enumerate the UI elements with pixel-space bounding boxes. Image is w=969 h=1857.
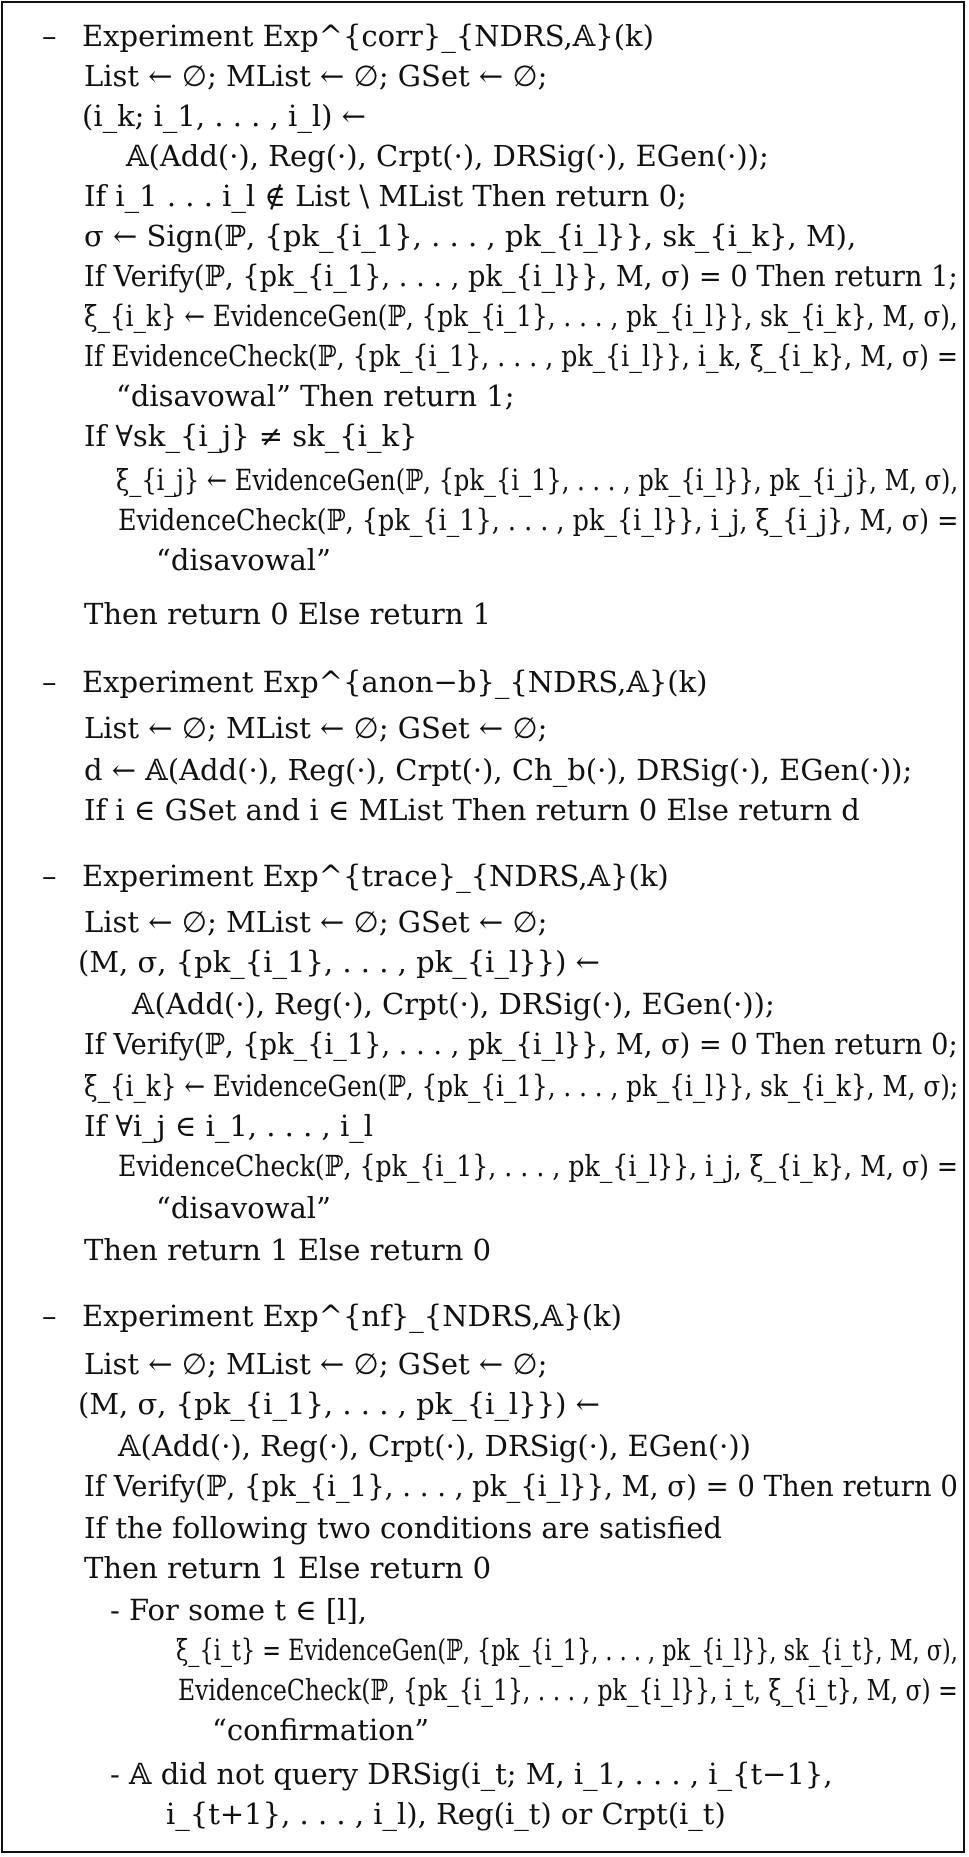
algorithm-line: If Verify(ℙ, {pk_{i_1}, . . . , pk_{i_l}}, M, σ) = 0 Then return 1; [84, 259, 958, 293]
algorithm-line: d ← 𝔸(Add(·), Reg(·), Crpt(·), Ch_b(·), DRSig(·), EGen(·)); [84, 753, 913, 787]
algorithm-line: If Verify(ℙ, {pk_{i_1}, . . . , pk_{i_l}}, M, σ) = 0 Then return 0 [84, 1469, 958, 1503]
algorithm-line: ξ_{i_k} ← EvidenceGen(ℙ, {pk_{i_1}, . . . , pk_{i_l}}, sk_{i_k}, M, σ), [84, 299, 958, 333]
algorithm-line: “disavowal” [156, 543, 331, 577]
algorithm-line: 𝔸(Add(·), Reg(·), Crpt(·), DRSig(·), EGen(·)) [118, 1429, 751, 1463]
algorithm-line: Then return 1 Else return 0 [84, 1551, 492, 1585]
algorithm-line: ξ_{i_t} = EvidenceGen(ℙ, {pk_{i_1}, . . . , pk_{i_l}}, sk_{i_t}, M, σ), [176, 1633, 958, 1667]
algorithm-line: 𝔸(Add(·), Reg(·), Crpt(·), DRSig(·), EGen(·)); [126, 139, 769, 173]
algorithm-line: If EvidenceCheck(ℙ, {pk_{i_1}, . . . , pk_{i_l}}, i_k, ξ_{i_k}, M, σ) = [84, 339, 959, 373]
algorithm-line: - For some t ∈ [l], [110, 1593, 367, 1627]
algorithm-line: EvidenceCheck(ℙ, {pk_{i_1}, . . . , pk_{i_l}}, i_j, ξ_{i_j}, M, σ) = [118, 503, 959, 537]
algorithm-line: i_{t+1}, . . . , i_l), Reg(i_t) or Crpt(i_t) [166, 1797, 726, 1831]
algorithm-line: 𝔸(Add(·), Reg(·), Crpt(·), DRSig(·), EGen(·)); [132, 987, 775, 1021]
algorithm-line: - 𝔸 did not query DRSig(i_t; M, i_1, . . . , i_{t−1}, [110, 1757, 833, 1791]
algorithm-line: EvidenceCheck(ℙ, {pk_{i_1}, . . . , pk_{i_l}}, i_j, ξ_{i_k}, M, σ) = [118, 1149, 959, 1183]
algorithm-line: If i ∈ GSet and i ∈ MList Then return 0 Else return d [84, 793, 860, 827]
bullet: – [42, 859, 57, 893]
algorithm-line: ξ_{i_j} ← EvidenceGen(ℙ, {pk_{i_1}, . . . , pk_{i_l}}, pk_{i_j}, M, σ), [116, 463, 959, 497]
algorithm-line: List ← ∅; MList ← ∅; GSet ← ∅; [84, 905, 548, 939]
bullet: – [42, 665, 57, 699]
algorithm-line: EvidenceCheck(ℙ, {pk_{i_1}, . . . , pk_{i_l}}, i_t, ξ_{i_t}, M, σ) = [178, 1673, 958, 1707]
bullet: – [42, 1299, 57, 1333]
experiment-title: Experiment Exp^{trace}_{NDRS,𝔸}(k) [82, 859, 669, 893]
algorithm-line: If Verify(ℙ, {pk_{i_1}, . . . , pk_{i_l}}, M, σ) = 0 Then return 0; [84, 1027, 958, 1061]
algorithm-line: If ∀sk_{i_j} ≠ sk_{i_k} [84, 419, 418, 453]
algorithm-line: σ ← Sign(ℙ, {pk_{i_1}, . . . , pk_{i_l}}, sk_{i_k}, M), [84, 219, 857, 253]
algorithm-line: ξ_{i_k} ← EvidenceGen(ℙ, {pk_{i_1}, . . . , pk_{i_l}}, sk_{i_k}, M, σ); [84, 1069, 959, 1103]
experiment-title: Experiment Exp^{nf}_{NDRS,𝔸}(k) [82, 1299, 622, 1333]
algorithm-line: List ← ∅; MList ← ∅; GSet ← ∅; [84, 59, 548, 93]
algorithm-line: List ← ∅; MList ← ∅; GSet ← ∅; [84, 711, 548, 745]
algorithm-line: Then return 1 Else return 0 [84, 1233, 492, 1267]
algorithm-line: “disavowal” Then return 1; [116, 379, 515, 413]
algorithm-line: List ← ∅; MList ← ∅; GSet ← ∅; [84, 1347, 548, 1381]
algorithm-line: “confirmation” [212, 1713, 430, 1747]
algorithm-line: “disavowal” [156, 1191, 331, 1225]
experiment-title: Experiment Exp^{corr}_{NDRS,𝔸}(k) [82, 19, 654, 53]
algorithm-line: (i_k; i_1, . . . , i_l) ← [82, 99, 366, 133]
algorithm-line: (M, σ, {pk_{i_1}, . . . , pk_{i_l}}) ← [78, 945, 600, 979]
algorithm-line: If the following two conditions are satisfied [84, 1511, 722, 1545]
algorithm-line: (M, σ, {pk_{i_1}, . . . , pk_{i_l}}) ← [78, 1387, 600, 1421]
algorithm-line: If i_1 . . . i_l ∉ List \ MList Then return 0; [84, 179, 687, 213]
algorithm-line: Then return 0 Else return 1 [84, 597, 492, 631]
algorithm-line: If ∀i_j ∈ i_1, . . . , i_l [84, 1109, 374, 1143]
experiment-title: Experiment Exp^{anon−b}_{NDRS,𝔸}(k) [82, 665, 708, 699]
bullet: – [42, 19, 57, 53]
